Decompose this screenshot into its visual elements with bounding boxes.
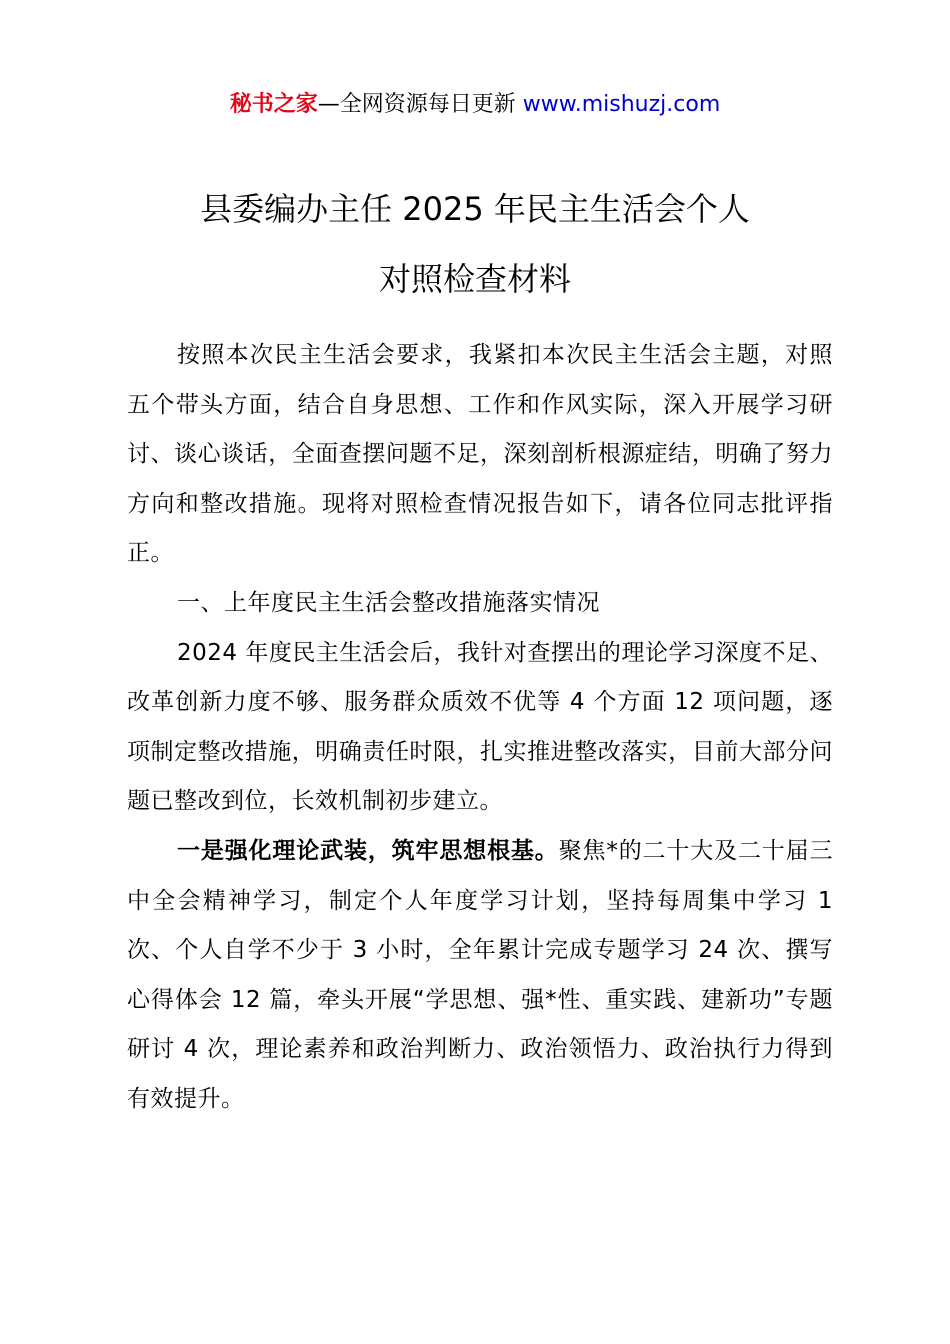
brand-name: 秘书之家: [229, 92, 318, 117]
rectification-paragraph: 2024 年度民主生活会后，我针对查摆出的理论学习深度不足、改革创新力度不够、服务群众质效不优等 4 个方面 12 项问题，逐项制定整改措施，明确责任时限，扎实推进整改落实，目前大部分问题已整改到位，长效机制初步建立。: [127, 639, 833, 815]
header-tagline: —全网资源每日更新: [317, 92, 523, 117]
document-body: [127, 331, 833, 1125]
document-title-line-1: 县委编办主任 2025 年民主生活会个人: [200, 190, 750, 228]
site-url: www.mishuzj.com: [522, 92, 721, 117]
theory-study-paragraph: [127, 827, 833, 1125]
paragraph-lead: 一是强化理论武装，筑牢思想根基。: [177, 837, 559, 864]
site-header: [0, 88, 950, 122]
paragraph-text: 聚焦*的二十大及二十届三中全会精神学习，制定个人年度学习计划，坚持每周集中学习 1 次、个人自学不少于 3 小时，全年累计完成专题学习 24 次、撰写心得体会 12 篇，牵头开展“学思想、强*性、重实践、建新功”专题研讨 4 次，理论素养和政治判断力、政治领悟力、政治执行力得到有效提升。: [127, 837, 834, 1112]
intro-paragraph: 按照本次民主生活会要求，我紧扣本次民主生活会主题，对照五个带头方面，结合自身思想、工作和作风实际，深入开展学习研讨、谈心谈话，全面查摆问题不足，深刻剖析根源症结，明确了努力方向和整改措施。现将对照检查情况报告如下，请各位同志批评指正。: [127, 342, 833, 567]
section-heading: 一、上年度民主生活会整改措施落实情况: [177, 589, 600, 616]
document-title-line-2: 对照检查材料: [378, 260, 571, 298]
